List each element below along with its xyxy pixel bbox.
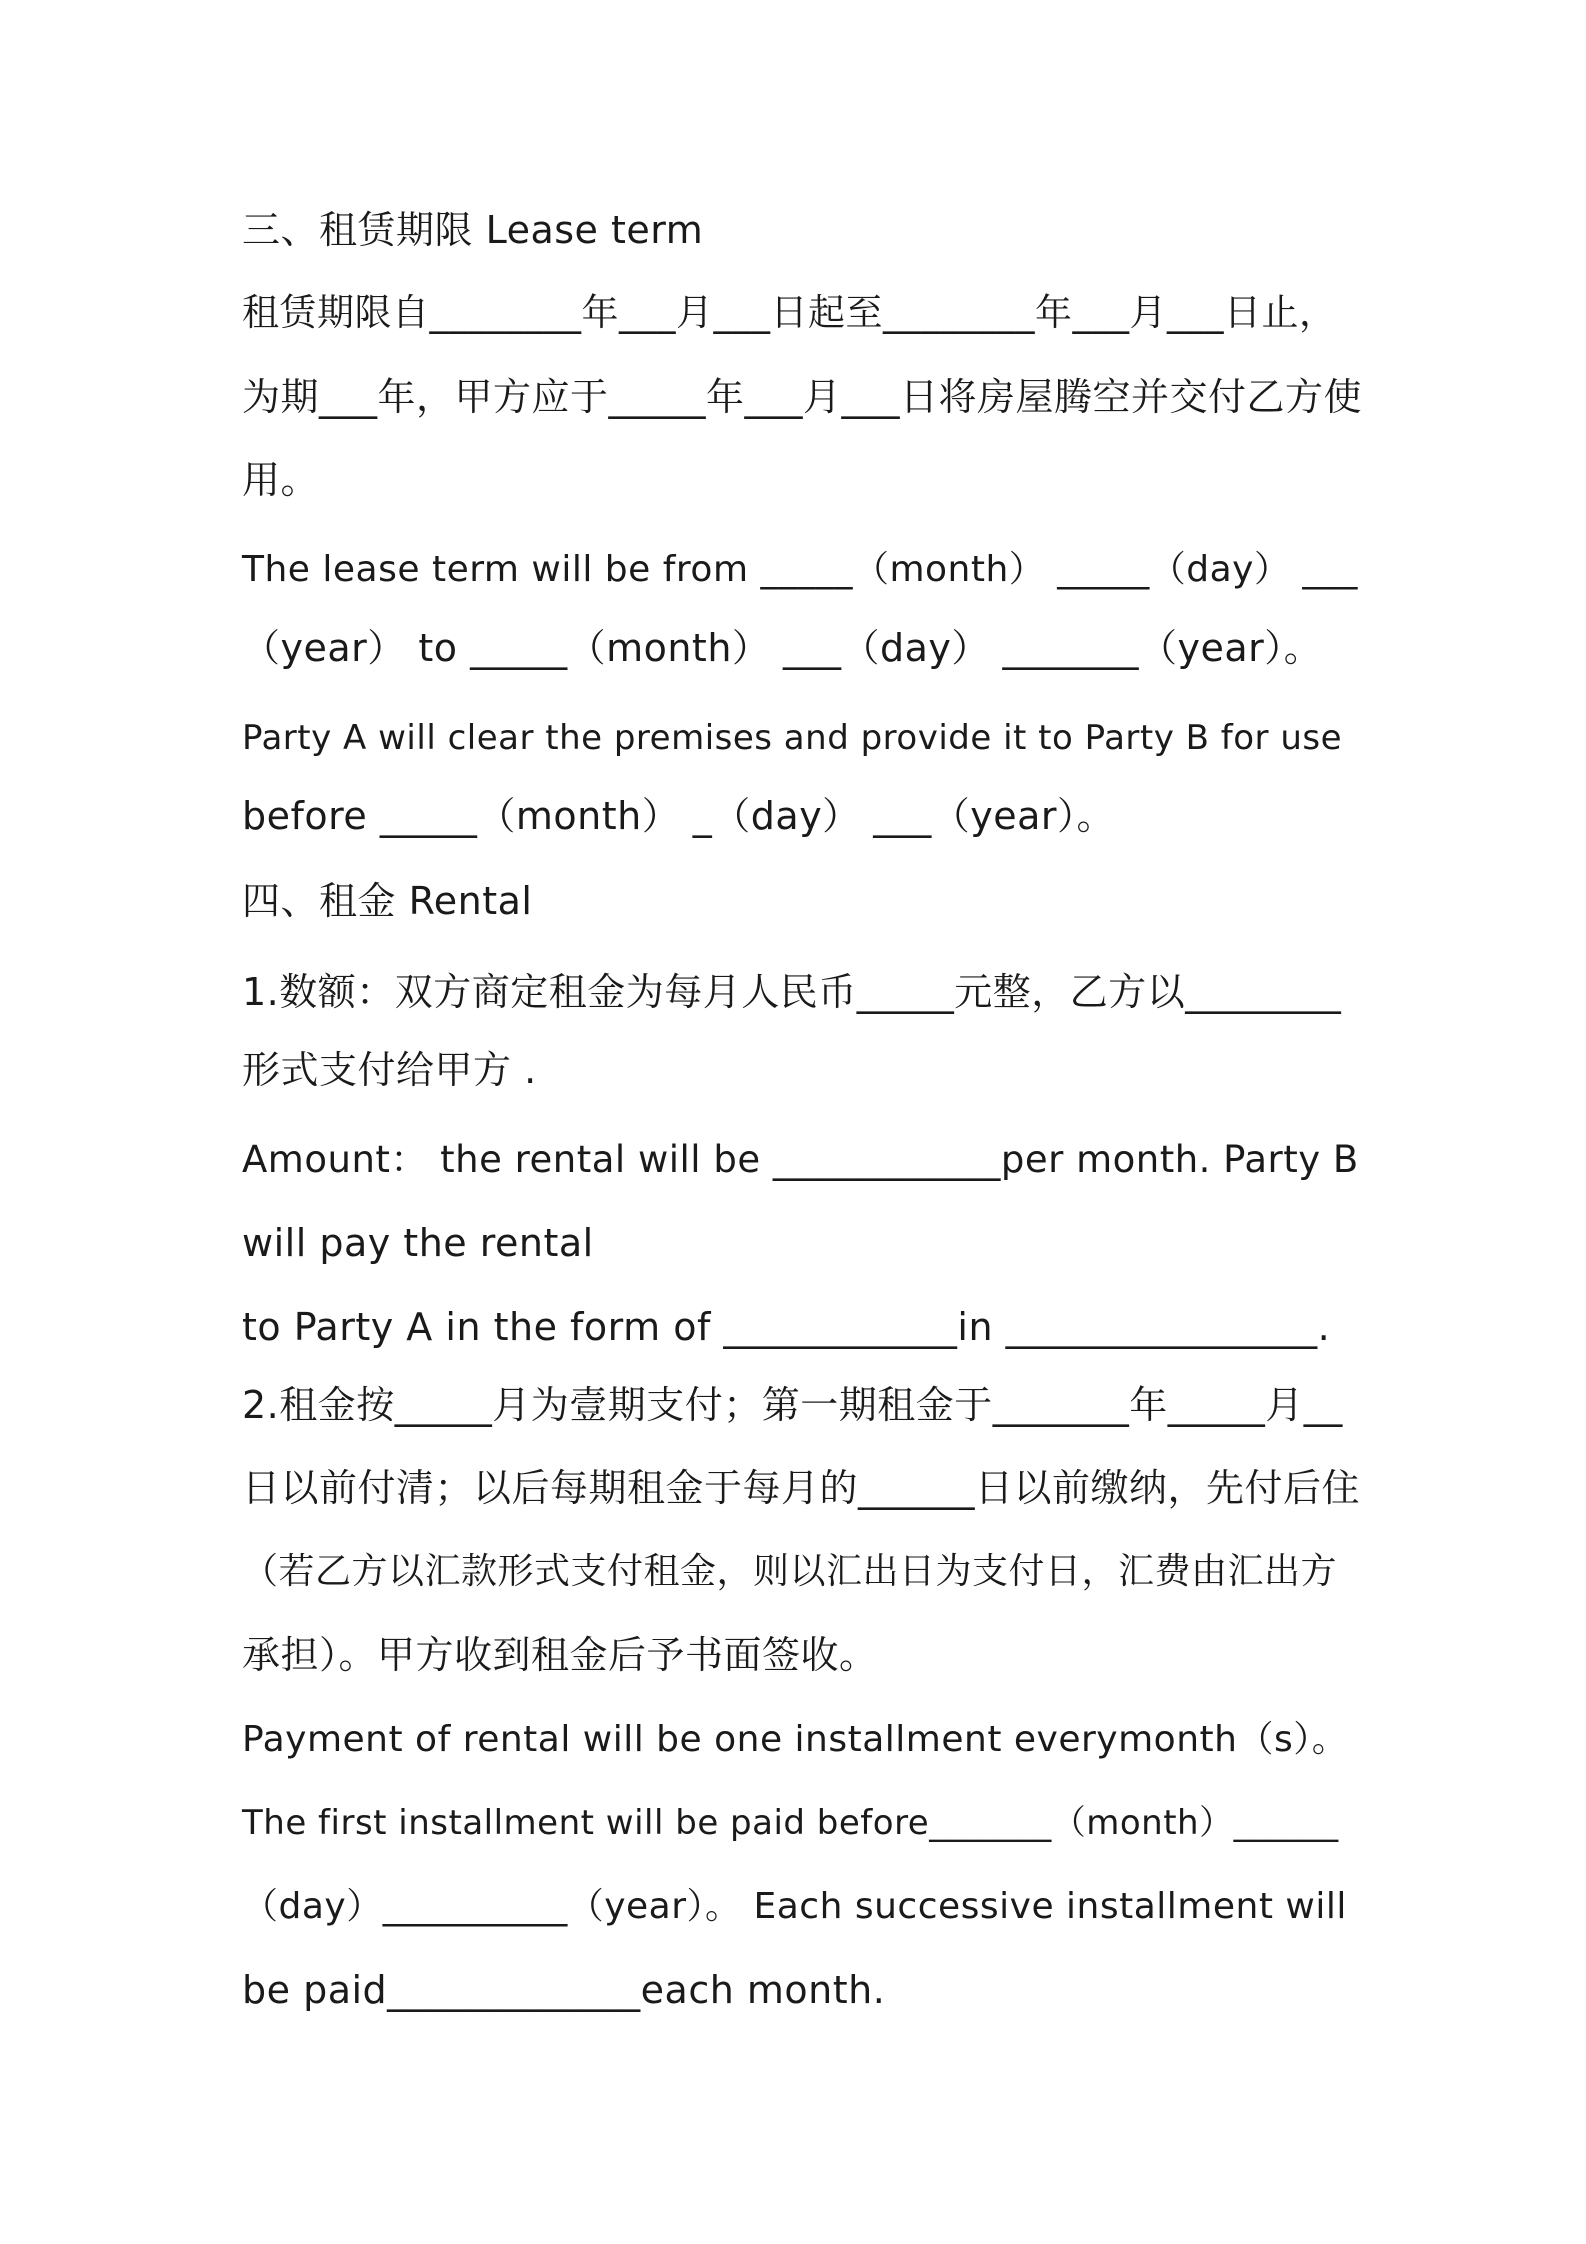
text-line: （若乙方以汇款形式支付租金，则以汇出日为支付日，汇费由汇出方 — [242, 1551, 1338, 1592]
text-line: will pay the rental — [242, 1221, 594, 1265]
text-line: The lease term will be from _____（month） _____（day） ___ — [242, 549, 1358, 590]
text-line: to Party A in the form of ____________in ________________. — [242, 1305, 1331, 1349]
text-line: be paid_____________each month. — [242, 1968, 886, 2012]
text-line: 1.数额：双方商定租金为每月人民币_____元整，乙方以________ — [242, 970, 1342, 1014]
section-heading-rental: 四、租金 Rental — [242, 879, 533, 923]
text-line: （day）__________（year）。 Each successive installment will — [242, 1886, 1347, 1927]
text-line: （year） to _____（month） ___（day） _______（year）。 — [242, 626, 1323, 670]
text-line: Party A will clear the premises and provide it to Party B for use — [242, 718, 1343, 758]
text-line: The first installment will be paid before_______（month）______ — [242, 1803, 1339, 1843]
text-line: 2.租金按_____月为壹期支付；第一期租金于_______年_____月__ — [242, 1383, 1343, 1427]
text-line: 承担）。甲方收到租金后予书面签收。 — [242, 1633, 878, 1677]
text-line: 形式支付给甲方 . — [242, 1048, 537, 1092]
text-line: 用。 — [242, 458, 320, 502]
text-line: 为期___年，甲方应于_____年___月___日将房屋腾空并交付乙方使 — [242, 375, 1363, 419]
section-heading-lease-term: 三、租赁期限 Lease term — [242, 208, 704, 252]
text-line: 租赁期限自________年___月___日起至________年___月___日止， — [242, 291, 1337, 334]
text-line: before _____（month） _（day） ___（year）。 — [242, 794, 1116, 838]
text-line: Amount： the rental will be ____________per month. Party B — [242, 1138, 1359, 1181]
text-line: 日以前付清；以后每期租金于每月的______日以前缴纳，先付后住 — [242, 1466, 1361, 1510]
text-line: Payment of rental will be one installment everymonth（s）。 — [242, 1719, 1349, 1760]
